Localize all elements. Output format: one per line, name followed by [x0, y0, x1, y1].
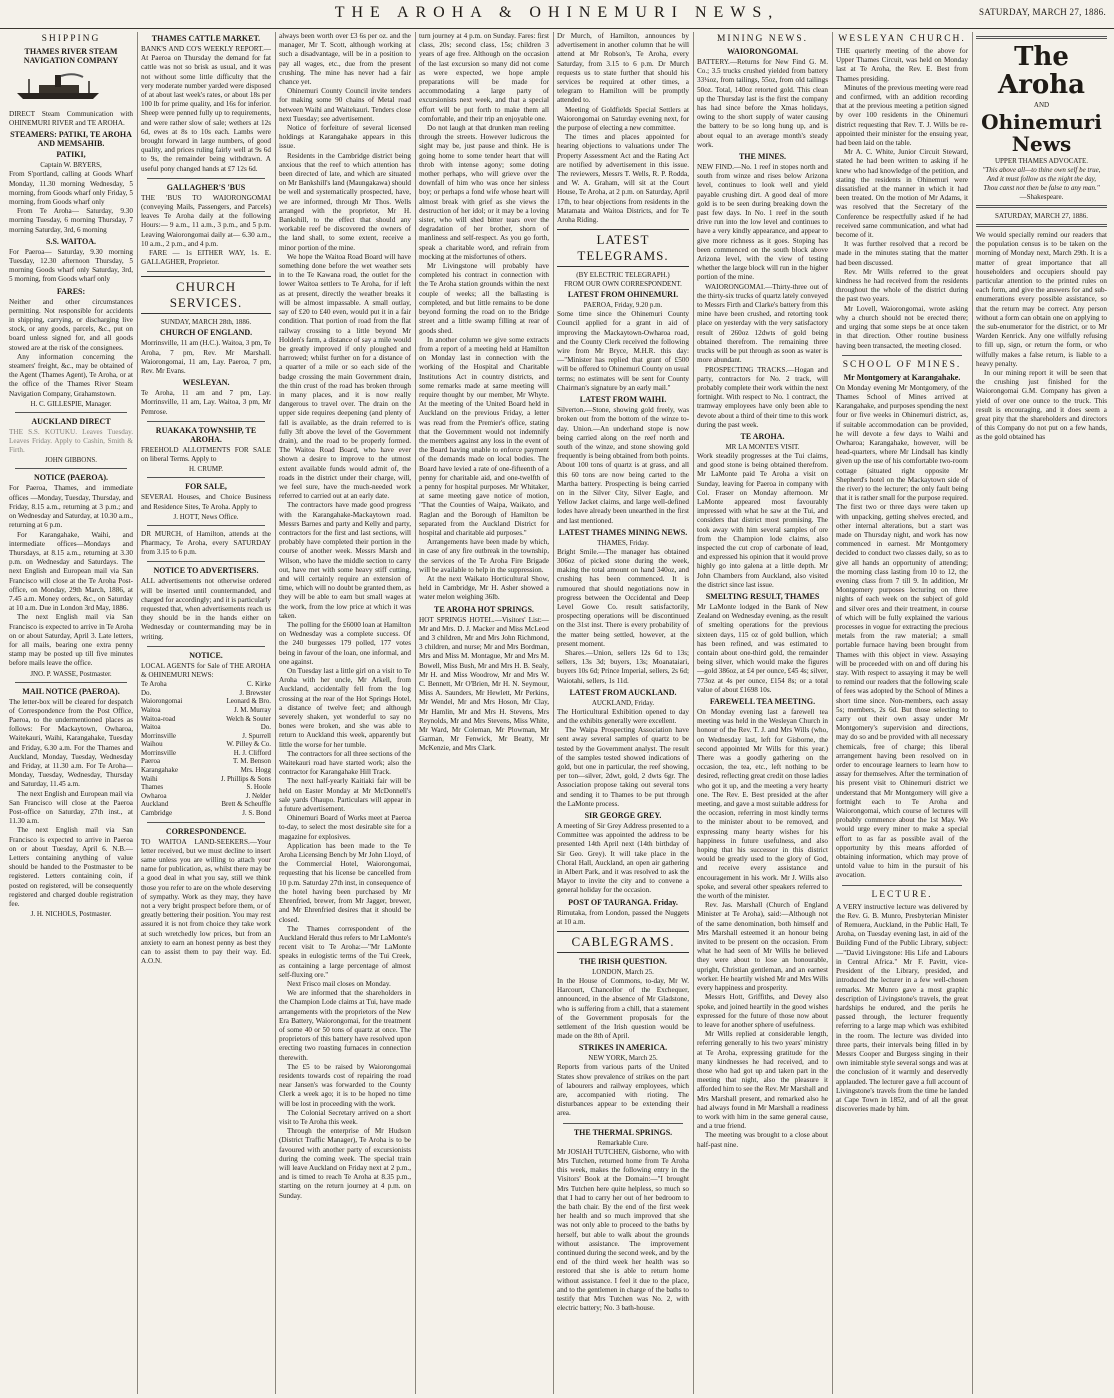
divider — [15, 682, 127, 683]
sailings-from: From S'portland, calling at Goods Wharf Monday, 11.30 morning Wednesday, 5 morning, from Goods wharf only Friday, 5 morning, from Goods wharf only — [9, 170, 133, 207]
patiki-heading: PATIKI, — [56, 150, 86, 160]
agent-place: Owharoa — [141, 791, 167, 800]
dateline: PAEROA, Friday, 9.20 p.m. — [583, 301, 663, 310]
ruakaka-ad: FREEHOLD ALLOTMENTS FOR SALE on liberal Terms. Apply to — [141, 445, 271, 464]
news-item: The next half-yearly Kaitiaki fair will be held on Easter Monday at Mr McDonnell's sale yards Ohaupo. Particulars will appear in a future advertisement. — [279, 777, 411, 814]
farewell-text: Rev. Jas. Marshall (Church of England Minister at Te Aroha), said:—Although not of the same denomination, both himself and Mrs Marshall esteemed it an honour being invited to be present on the occasion. From what he had seen of Mr Wills he believed they were about to lose an honourable, upright, Christian gentleman, and an earnest worker. He heartily wished Mr and Mrs Wills every happiness and prosperity. — [697, 901, 828, 993]
advertisers-heading: NOTICE TO ADVERTISERS. — [153, 566, 259, 576]
news-item: On Tuesday last a little girl on a visit to Te Aroha with her uncle, Mr Arkell, from Auckland, accidentally fell from the log crossing at the rear of the Hot Springs Hotel, a distance of twelve feet; and although severely shaken, yet wonderful to say no bones were broken, and she was able to return to Auckland this week, apparently but little the worse for her tumble. — [279, 667, 411, 749]
bus-fare: FARE — 1s EITHER WAY, 1s. E. GALLAGHER, Proprietor. — [141, 249, 271, 267]
news-item: Mr Livingstone will probably have completed his contract in connection with the Te Aroha station grounds within the next couple of weeks; all the ballasting is completed, and but little remains to be done beyond forming the road on to the Bridge street and a little swamp filling at rear of goods shed. — [419, 262, 549, 335]
telegram-text: Bright Smile.—The manager has obtained 306oz of picked stone during the week, making the total amount on hand 340oz, and crushing has been commenced. It is rumoured that should negotiations now in progress between the Occidental and Deep Level Gowe Co. result satisfactorily, prospecting operations will be discontinued on the 31st inst. There is every probability of the matter being settled, however, at the present moment. — [557, 547, 689, 648]
telegram-text: Silverton.—Stone, showing gold freely, was broken out from the bottom of the winze to-day. Union.—An underhand stope is now being carried along on the reef north and south of the winze, and stone showing gold frequently is being obtained from both points. About 100 tons of quartz is at grass, and all this 60 tons are now being carted to the Martha battery. Prospecting is being carried on in the Silver City, Silver Eagle, and Yellow Jacket claims, and large well-defined lodes have already been unearthed in the first and last mentioned. — [557, 406, 689, 525]
hot-springs-heading: TE AROHA HOT SPRINGS. — [434, 604, 534, 614]
editorial-text: We would specially remind our readers that the population census is to be taken on the morning of Monday next, March 29th. It is a matter of great importance that all householders and occupiers should pay particular attention to the printed rules on each form, and give the answers for and sub-enumerations every possible assistance, so that the return may be correct. Any person without a form can obtain one on applying to the sub-enumerator for the district, or to Mr Warden Kenrick. Any one wilfully refusing to fill up, sign, or return the form, or who wilfully makes a false return, is liable to a heavy penalty. — [976, 231, 1107, 368]
church-text: Rev. Mr Wills referred to the great kindness he had received from the residents throughout the whole of the district during the past two years. — [836, 267, 968, 304]
cure-text: Mr JOSIAH TUTCHEN, Gisborne, who with Mrs Tutchen, returned home from Te Aroha this week, makes the following entry in the Visitors' Book at the Domain:—"I brought Mrs Tutchen here quite helpless, so much so that I had to carry her out of her bedroom to the bath chair. By the end of the first week her health and so much improved that she was not only able to proceed to the baths by herself, but able to walk about the grounds without assistance. The improvement continued during the second week, and by the end of the third week her health was so restored that she is able to return home without assistance. I feel it due to the place, and to the gentlemen in charge of the baths to testify that Mrs Tutchen was No. 2, with electric battery; No. 3 bath-house. — [557, 1147, 689, 1313]
news-item: We are informed that the shareholders in the Champion Lode claims at Tui, have made arrangements with the proprietors of the New Era Battery, Waiorongomai, for the treatment of some 40 or 50 tons of quartz at once. The proprietors of this battery have resolved upon erecting two roasting furnaces in connection therewith. — [279, 989, 411, 1062]
news-item: Do not laugh at that drunken man reeling through the streets. However ludicrous the sight may be, just pause and think. He is going home to some tender heart that will throb with intense agony; some doting mother perhaps, who will grieve over the downfall of him who was once her sinless boy; or perhaps a fond wife whose heart will almost break with grief as she views the destruction of her idol; or it may be a loving sister, who will shed bitter tears over the degradation of her brother, shorn of manliness and self-respect. As you go forth, speak a charitable word, and refrain from mocking at the misfortunes of others. — [419, 124, 549, 261]
agent-row — [141, 783, 271, 792]
mining-text: Mr LaMonte lodged in the Bank of New Zealand on Wednesday evening, as the result of smelting operations for the previous sixteen days, 115 oz of gold bullion, which has been refined, and was estimated to contain about one-third gold, the remainder being silver, which would make the figures—gold 386oz, at £4 per ounce, £45 4s; silver, 773oz at 4s per ounce, £154 8s; or a total value of about £1698 10s. — [697, 602, 828, 694]
agent-name: J. S. Bond — [242, 809, 271, 818]
visitors-list: HOT SPRINGS HOTEL.—Visitors' List:—Mr and Mrs. D. J. Macker and Miss McLeod and 3 children, Mr and Mrs John Richmond, 3 children, and nurse; Mr and Mrs Bordman, Mrs and Miss M. Montague, Mr and Mrs M. Bowell, Miss Bush, Mr and Mrs H. B. Sealy, Mr H. and Miss Woodrow, Mr and Mrs W. C. Bennett, Mr O'Brien, Mr H. N. Seymour, Miss A. Saunders, Mr Hewlett, Mr Perkins, Mr Wendel, Mr and Mrs Hoson, Mr Clay, Mr Hamlin, Mr and Mrs H. Stevens, Mrs Reynolds, Mr and Mrs Stevens, Miss White, Mr Ward, Mr Coleman, Mr Plowman, Mr Garman, Mr Fenwick, Mr Beatty, Mr McKenzie, and Mrs Clark. — [419, 615, 549, 753]
news-item: The Thames correspondent of the Auckland Herald thus refers to Mr LaMonte's recent visit to Te Aroha:—"Mr LaMonte speaks in eulogistic terms of the Tui Creek, as containing a large percentage of almost self-fluxing ore." — [279, 924, 411, 979]
mines-heading: THE MINES. — [738, 152, 787, 162]
agent-row — [141, 715, 271, 724]
agent-name: J. Phillips & Sons — [220, 774, 271, 783]
church-of-england-times: Morrinsville, 11 am (H.C.). Waitoa, 3 pm, Te Aroha, 7 pm, Rev. Mr Marshall. Waiorongomai, 11 am, Lay. Paeroa, 7 pm, Rev. Mr Evans. — [141, 339, 271, 376]
column-editorial — [972, 32, 1110, 1394]
agent-place: Cambridge — [141, 809, 173, 818]
notice-heading: NOTICE. — [189, 650, 223, 660]
telegraph-sub: (BY ELECTRIC TELEGRAPH.) — [576, 271, 670, 280]
divider — [15, 468, 127, 469]
company-heading: THAMES RIVER STEAM NAVIGATION COMPANY — [23, 47, 119, 65]
masthead-date: SATURDAY, MARCH 27, 1886. — [978, 7, 1106, 17]
agent-place: Thames — [141, 783, 164, 792]
divider — [842, 885, 962, 886]
ohinemuri-heading: LATEST FROM OHINEMURI. — [567, 290, 679, 300]
smelting-heading: SMELTING RESULT, THAMES — [705, 591, 820, 601]
gibbons-signature: JOHN GIBBONS. — [44, 456, 98, 465]
notice-paeroa-heading: NOTICE (PAEROA). — [33, 473, 109, 483]
divider — [147, 646, 265, 647]
divider — [15, 412, 127, 413]
church-text: Mr Lovell, Waiorongomai, wrote asking why a church should not be erected there; and urging that some steps be at once taken in that direction. Other routine business having been transacted, the meeting closed. — [836, 304, 968, 350]
column-mining — [693, 32, 831, 1394]
farewell-text: Messrs Hott, Griffiths, and Devey also spoke, and joined heartily in the good wishes expressed for the future of those now about to leave for another sphere of usefulness. — [697, 993, 828, 1029]
conditions-text: Neither and other circumstances permitting. Not responsible for accidents in shipping, carrying, or discharging live stock, or any goods, parcels, &c., put on board unless signed for, and all goods stowed are at the risk of the consignees. — [9, 297, 133, 352]
telegram-text: Rimutaka, from London, passed the Nuggets at 10 a.m. — [557, 908, 689, 926]
dateline: NEW YORK, March 25. — [588, 1054, 658, 1063]
sir-george-grey-heading: SIR GEORGE GREY. — [584, 811, 662, 821]
church-text: It was further resolved that a record be made in the minutes stating that the matter had been discussed. — [836, 240, 968, 267]
agent-name: T. M. Benson — [233, 757, 271, 766]
mail-notice-3: The next English mail via San Francisco is expected to arrive in Paeroa on or about Tuesday, April 6. N.B.—Letters containing anything of value should be handed to the Postmaster to be registered. Letters containing coin, if posted on registered, will be consequently registered and charged double registration fee. — [9, 826, 133, 909]
wesleyan-church-heading: WESLEYAN CHURCH. — [838, 34, 966, 44]
manager-signature: H. C. GILLESPIE, Manager. — [30, 399, 112, 408]
agent-place: Waitoa — [141, 705, 161, 714]
agent-place: Do. — [141, 688, 152, 697]
agent-place: Waihou — [141, 740, 163, 749]
agent-name: Welch & Souter — [226, 714, 271, 723]
church-date: SUNDAY, MARCH 28th, 1886. — [160, 318, 252, 327]
dateline: THAMES, Friday. — [597, 538, 649, 547]
lamonte-visit-sub: MR LA MONTE'S VISIT. — [725, 442, 800, 451]
agent-place: Waihi — [141, 774, 158, 783]
church-text: Mr A. C. White, Junior Circuit Steward, stated he had been written to asking if he knew who had knowledge of the petition, and stating the residents in Ohinemuri were dissatisfied at the manner in which it had been treated. On the motion of Mr Adams, it was resolved that the Secretary of the Conference be respectfully asked if he had received same communication, and what had become of it. — [836, 148, 968, 240]
latest-telegrams-heading: LATEST TELEGRAMS. — [557, 229, 689, 267]
agent-name: J. Brewster — [239, 688, 271, 697]
news-item: Meeting of Goldfields Special Settlers at Waiorongomai on Saturday evening next, for the purpose of electing a new committee. — [557, 105, 689, 133]
telegram-text: The Horticultural Exhibition opened to day and the exhibits generally were excellent. — [557, 707, 689, 725]
agent-place: Morrinsville — [141, 731, 176, 740]
column-church-school — [832, 32, 971, 1394]
telegram-text: Some time since the Ohinemuri County Council applied for a grant in aid of improving the Mackaytown-Owharoa road, and the County Clerk received the following wire from Mr Bryce, M.H.R. this day:—"Minister has replied that grant of £500 will be offered to Ohinemuri County on usual terms; no estimates will be sent for County Chairman's signature by an early mail." — [557, 310, 689, 392]
mail-times-2: For Karangahake, Waihi, and intermediate offices—Mondays and Thursdays, at 8.15 a.m., returning at 3.30 p.m. on Wednesday and Saturdays. The next English and European mail via San Francisco will close at the Te Aroha Post-office, on Monday, 29th March, 1886, at 7.45 a.m. Money orders, &c., on Saturday at 10 a.m. Due in London 3rd May, 1886. — [9, 530, 133, 613]
bus-heading: GALLAGHER'S 'BUS — [166, 182, 246, 192]
news-item: We hope the Waitoa Road Board will have something done before the wet weather sets in to the Te Kawana road, the outlet for the lower Waitoa settlers to Te Aroha, for if left as at present, directly the weather breaks it will be almost impassable. A small outlay, say of £20 to £40 even, would put it in a fair condition. That portion of road from the flat railway crossing to a little beyond Mr Holden's farm, a distance of say a mile would be greatly improved if only ploughed and harrowed; whilst further on for a distance of a quarter of a mile or so each side of the badge crossing the main Government drain, the thin crust of the road has broken through in many places, and it is now really dangerous to travel over. The drain on the upper side requires deepening (and plenty of fall is available, as the drain referred to is fully 3ft above the level of the Government drain), and the road to be properly formed. The Waitoa Road Board, who have ever shown a desire to improve to the utmost extent available funds would admit of, the roads in the district under their charge, will, we feel sure, have the much-needed work referred to carried out at an early date. — [279, 252, 411, 501]
for-sale-ad: SEVERAL Houses, and Choice Business and Residence Sites, Te Aroha. Apply to — [141, 493, 271, 511]
news-item: The polling for the £6000 loan at Hamilton on Wednesday was a complete success. Of the 240 burgesses 179 polled, 177 votes being in favour of the loan, one informal, and one against. — [279, 621, 411, 666]
cablegrams-heading: CABLEGRAMS. — [557, 931, 689, 953]
agent-name: Brett & Scheuffle — [221, 800, 271, 809]
shipping-heading: SHIPPING — [41, 34, 101, 44]
news-item: Ohinemuri County Council invite tenders for making some 90 chains of Metal road between Waihi and Waitekauri. Tenders close next Tuesday; see advertisement. — [279, 87, 411, 123]
divider — [147, 525, 265, 526]
telegram-text: Shares.—Union, sellers 12s 6d to 13s; sellers, 13s 3d; buyers, 13s; Moanataiari, buyers 10s 6d; Prince Imperial, sellers, 2s 6d; Waiotahi, sellers, 1s 11d. — [557, 648, 689, 685]
mail-times-1: For Paeroa, Thames, and immediate offices —Monday, Tuesday, Thursday, and Friday, 8.15 a.m., returning at 3 p.m.; and on Wednesday and Saturday, at 10.30 a.m., returning at 6 p.m. — [9, 484, 133, 530]
agent-row — [141, 680, 271, 689]
news-item: Application has been made to the Te Aroha Licensing Bench by Mr John Lloyd, of the Commercial Hotel, Waiorongomai, requesting that his license be cancelled from 10 p.m. Saturday 27th inst, in consequence of the hotel having been purchased by Mr Ehrenfried, brewer, from Mr Jagger, brewer, and Mr Ehrenfried desires that it should be closed. — [279, 841, 411, 924]
farewell-text: The meeting was brought to a close about half-past nine. — [697, 1131, 828, 1149]
fares-heading: FARES: — [56, 286, 86, 296]
columns — [6, 32, 1110, 1394]
column-adverts — [137, 32, 274, 1394]
correspondence-letter: TO WAITOA LAND-SEEKERS.—Your letter received, but we must decline to insert same unless you are willing to attach your name for publication, as, whilst there may be a good deal in what you say, still we think those you refer to are on the whole deserving of sympathy. Work as they may, they have not a very bright prospect before them, or of greatly bettering their position. You may rest assured it is not from choice they take work at such wretchedly low prices, but from an anxiety to earn an honest penny as best they can to assist them to pay their way. Ed. A.O.N. — [141, 837, 271, 966]
nichols-signature: J. H. NICHOLS, Postmaster. — [30, 910, 112, 919]
agent-name: W. Pilley & Co. — [226, 740, 271, 749]
news-item: turn journey at 4 p.m. on Sunday. Fares: first class, 20s; second class, 15s; children 3 years of age free. Although on the occasion of the last excursion so many did not come as were expected, we hope ample preparations will be made for accommodating a large party of excursionists next week, and that a special effort will be put forth to make them all comfortable, and their trip an enjoyable one. — [419, 32, 549, 123]
school-text: On Monday evening Mr Montgomery, of the Thames School of Mines arrived at Karangahake, and purposes spending the next four or five weeks in Ohinemuri district, as, if suitable accommodation can be provided, he will devote a few days to Waihi and Owharoa; Karangahake, however, will be head-quarters, where Mr Lindsall has kindly given up the use of his comfortable two-room cottage (situated right opposite Mr Shepherd's hotel on the Mackaytown side of the river) to the lecturer; the only fault being that it is rather small for the purpose required. The first two or three days were taken up with unpacking, getting shelves erected, and other internal alterations, but a start was made on Thursday night, and work has now commenced in earnest. Mr Montgomery decided to conduct two classes daily, so as to give all hands an opportunity of attending; the morning class lasting from 10 to 12, the evening class from 7 till 9. In addition, Mr Montgomery purposes lecturing on three nights of each week on the subject of gold and silver ores and their treatment, in course of which will be fully explained the various processes in vogue for extracting the precious metals from the raw material; a small portable furnace having been brought from Thames with this object in view. Assaying will be proceeded with on and off during his stay. With respect to assaying it may be well to remind our readers that the following scale of fees was adopted by the School of Mines a short time since. Non-members, each assay 5s; members, 2s 6d. But those selecting to carry out their own assay under Mr Montgomery's supervision and directions, may do so and be provided with all necessary chemicals, free of charge; this liberal arrangement having been resolved on in order to encourage learners to learn how to assay for themselves. After the termination of his present visit to Ohinemuri district we understand that Mr Montgomery will give a fortnight each to Te Aroha and Waiorongomai, which course of lectures will probably commence about the 1st May. We would urge every miner to make a special effort to as far as possible avail of the opportunity by this means afforded of obtaining information, which may prove of untold value to him in the pursuit of his avocation. — [836, 383, 968, 880]
editorial-text: In our mining report it will be seen that the crushing just finished for the Waiorongomai G.M. Company has given a yield of over one ounce to the truck. This result is encouraging, and it does seem a great pity that the shareholders and directors of this Company do not put on a few hands, as the gold obtained has — [976, 369, 1107, 442]
agent-row — [141, 723, 271, 732]
agent-row — [141, 732, 271, 741]
divider — [842, 355, 962, 356]
divider — [147, 822, 265, 823]
mail-notice-heading: MAIL NOTICE (PAEROA). — [22, 686, 120, 696]
divider — [147, 477, 265, 478]
montgomery-heading: Mr Montgomery at Karangahake. — [843, 372, 961, 382]
sailings-te-aroha: From Te Aroha— Saturday, 9.30 morning Tuesday, 6 morning Thursday, 7 morning Saturday, 3rd, 6 morning — [9, 207, 133, 234]
motto-line: Thou canst not then be false to any man." — [983, 184, 1100, 192]
for-sale-heading: FOR SALE, — [185, 482, 227, 492]
mining-text: WAIORONGOMAI.—Thirty-three out of the thirty-six trucks of quartz lately conveyed to Messrs Firth and Clarke's battery from this mine have been crushed, and retorting took place on yesterday with the very satisfactory result of 260oz 12dwts of gold being obtained therefrom. The remaining three trucks will be put through as soon as water is more abundant. — [697, 282, 828, 365]
irish-question-heading: THE IRISH QUESTION. — [579, 957, 667, 967]
news-item: In another column we give some extracts from a report of a meeting held at Hamilton on Monday last in connection with the working of the Hospital and Charitable Institutions Act in country districts, and some remarks made at same meeting will require thought by our member, Mr Whyte. At the meeting of the United Board held in Auckland on the previous Friday, a letter was read from the Premier's office, stating that the Government would not indemnify the members against any loss in the event of the Board having unable to enforce payment of the demands made on local bodies. The Board have levied a rate of one-fifteenth of a penny for charitable aid, and one-twelfth of a penny for hospital purposes. Mr Whitaker, at same meeting gave notice of motion, "That the Counties of Waipa, Waikato, and Raglan and the Borough of Hamilton be separated from the Auckland District for hospital and charitable aid purposes." — [419, 335, 549, 537]
crump-signature: H. CRUMP. — [188, 465, 224, 474]
company-desc: DIRECT Steam Communication with OHINEMURI RIVER and TE AROHA. — [9, 110, 133, 128]
te-aroha-heading: TE AROHA. — [740, 431, 785, 441]
column-news-1 — [275, 32, 414, 1394]
postmaster-signature: JNO. P. WASSE, Postmaster. — [30, 669, 112, 678]
cattle-market-report: BANK'S AND CO'S WEEKLY REPORT.—At Paeroa on Thursday the demand for fat cattle was not so brisk as usual, and it was not without some little difficulty that the very moderate number yarded were disposed of at about last week's rates, or about 18s per 100 lb for prime quality, and 16s for inferior. Sheep were penned fully up to requirements, and were rather slow of sale; wethers at 12s 6d, ewes at 8s to 10s each. Lambs were brought forward in large numbers, of good quality, and prices ruling fairly well at 9s 6d to 9s, the remainder being withdrawn. A useful pony changed hands at £7 12s 6d. — [141, 45, 271, 173]
agent-name: J. M. Murray — [234, 705, 271, 714]
news-item: always been worth over £3 6s per oz. and the manager, Mr T. Scott, although working at such a disadvantage, will be in a position to pay all wages, etc., due from the present crushing. The mine has never had a fair chance yet. — [279, 32, 411, 87]
agent-place: Auckland — [141, 800, 169, 809]
advertisers-notice: ALL advertisements not otherwise ordered will be inserted until countermanded, and charged for accordingly; and it is particularly requested that, when advertisements reach us they should be in the hands either on Wednesday or countermanding may be in writing. — [141, 577, 271, 641]
news-item: Ohinemuri Board of Works meet at Paeroa to-day, to select the most desirable site for a magazine for explosives. — [279, 814, 411, 841]
nameplate-aroha: The Aroha — [998, 42, 1085, 100]
mail-notice-2: The next English and European mail via San Francisco will close at the Paeroa Post-office on Saturday, 27th inst., at 11.30 a.m. — [9, 789, 133, 826]
telegram-text: A meeting of Sir Grey Address presented to a Committee was appointed the address to be presented 14th April next (14th birthday of Sir Geo. Grey). It will take place in the Choral Hall, Auckland, an open air gathering in Albert Park, and it was resolved to ask the Mayor to invite the city and to convene a general holiday for the occasion. — [557, 822, 689, 895]
dateline: AUCKLAND, Friday. — [591, 698, 655, 707]
column-news-2 — [415, 32, 552, 1394]
waitoa-heading: S.S. WAITOA. — [46, 236, 96, 246]
agent-row — [141, 775, 271, 784]
agent-row — [141, 706, 271, 715]
news-item: At the next Waikato Horticultural Show, held in Cambridge, Mr H. Asher showed a water melon weighing 36lb. — [419, 574, 549, 602]
strikes-heading: STRIKES IN AMERICA. — [578, 1043, 668, 1053]
news-item: Through the enterprise of Mr Hudson (District Traffic Manager), Te Aroha is to be favoured with another party of excursionists during the coming week. The special train will leave Auckland on Friday next at 2 p.m., and is timed to reach Te Aroha at 8.35 p.m., starting on the return journey at 4 p.m. on Sunday. — [279, 1127, 411, 1200]
column-telegrams — [553, 32, 692, 1394]
correspondence-heading: CORRESPONDENCE. — [165, 826, 247, 836]
motto-line: "This above all—to thine own self be true, — [982, 166, 1101, 174]
church-of-england-heading: CHURCH OF ENGLAND. — [159, 328, 253, 338]
masthead-title: THE AROHA & OHINEMURI NEWS, — [334, 4, 780, 21]
auckland-heading: LATEST FROM AUCKLAND. — [569, 687, 677, 697]
agent-place: Te Aroha — [141, 680, 167, 689]
agent-place: Karangahake — [141, 766, 178, 775]
editorial-date: SATURDAY, MARCH 27, 1886. — [995, 212, 1088, 220]
agent-row — [141, 809, 271, 818]
mining-text: PROSPECTING TRACKS.—Hogan and party, contractors for No. 2 track, will probably complete their work within the next fortnight. With respect to No. 1 contract, the tramway employees have only been able to devote about a third of their time to this work during the past week. — [697, 365, 828, 429]
news-item: The Colonial Secretary arrived on a short visit to Te Aroha this week. — [279, 1108, 411, 1126]
motto-line: And it must follow as the night the day, — [986, 175, 1097, 183]
thermal-springs-heading: THE THERMAL SPRINGS. — [573, 1127, 673, 1137]
news-item: Notice of forfeiture of several licensed holdings at Karangahake appears in this issue. — [279, 124, 411, 151]
news-item: Arrangements have been made by which, in case of any fire outbreak in the township, the services of the Te Aroha Fire Brigade will be available to help in the suppression. — [419, 538, 549, 574]
news-item: The contractors for all three sections of the Waitekauri road have started work; also the contractor for Karangahake Hill Track. — [279, 749, 411, 777]
wesleyan-heading: WESLEYAN. — [182, 378, 230, 388]
kotuku-ad: THE S.S. KOTUKU. Leaves Tuesday. Leaves Friday. Apply to Cashin, Smith & Firth. — [9, 427, 133, 455]
divider — [976, 224, 1107, 227]
agent-place: Waiorongomai — [141, 697, 183, 706]
lecture-text: A VERY instructive lecture was delivered by the Rev. G. B. Munro, Presbyterian Minister of Remuera, Auckland, in the Public Hall, Te Aroha, on Tuesday evening last, in aid of the Building Fund of the Public Library, subject:—"David Livingstone: His Life and Labours in Central Africa." Mr F. Pavitt, vice-President of the Library, presided, and introduced the lecturer in a few well-chosen remarks. Mr Munro gave a most graphic description of Livingstone's travels, the great hardships he endured, and the perils he passed through, the lecturer frequently referring to a large map which was exhibited in the room. The lecture was divided into three parts, their intervals being filled in by Messrs Cooper and Burgess singing in their own inimitable style several songs and was at the conclusion of it warmly and deservedly applauded. The lecturer gave a full account of Livingstone's travels from the time he landed at Cape Town in 1852, and of all the great discoveries made by him. — [836, 902, 968, 1114]
agent-name: J. Nelder — [245, 791, 271, 800]
waihi-heading: LATEST FROM WAIHI. — [579, 395, 667, 405]
mining-news-heading: MINING NEWS. — [716, 34, 809, 44]
farewell-text: Mr Wills replied at considerable length, referring generally to his two years' ministry at Te Aroha, expressing gratitude for the many kindnesses he had received, and to those who had got up and taken part in the meeting that night, also the pleasure it afforded him to see the Rev. Mr Marshall and Mrs Marshall present, and remarked also he had always found in Mr Marshall a readiness to work with him in the same general cause, and a true friend. — [697, 1030, 828, 1131]
news-item: Next Frisco mail closes on Monday. — [287, 979, 391, 988]
farewell-heading: FAREWELL TEA MEETING. — [709, 697, 816, 706]
masthead — [0, 0, 1114, 29]
agent-place: Waitoa — [141, 723, 161, 732]
agent-row — [141, 766, 271, 775]
mining-text: NEW FIND.—No. 1 reef in stopes north and south from winze and rises below Arizona level, continues to look well and yield payable crushing dirt. A good deal of more gold is to be seen during breaking down the past few days. In No. 1 reef in the south drive run into the low level and continues to have a very kindly appearance, and appear to give more richness as it goes. Stoping has been commenced on the south block above Arizona level, with the view of testing whether the large block will run in the higher portion of the mine. — [697, 163, 828, 282]
divider — [147, 178, 265, 179]
news-item: Residents in the Cambridge district being anxious that the reef to which attention has been directed of late, and which are situated on Mr Bankshill's land (Maungakawa) should be well and systematically prospected, have, we are informed, through Mr Thos. Wells arranged with the proprietor, Mr H. Bankshill, to the effect that should any workable reef be discovered the owners of the land shall, to some extent, receive a minor portion of the mine. — [279, 151, 411, 252]
wesleyan-times: Te Aroha, 11 am and 7 pm, Lay. Morrinsville, 11 am, Lay. Waitoa, 3 pm, Mr Pemrose. — [141, 389, 271, 416]
motto-source: —Shakespeare. — [1019, 193, 1064, 201]
nameplate-ohinemuri: Ohinemuri News — [981, 110, 1102, 156]
cable-text: In the House of Commons, to-day, Mr W. Harcourt, Chancellor of the Exchequer, announced, in the absence of Mr Gladstone, who is suffering from a chill, that a statement of the Government proposals for the settlement of the Irish question would be made on the 8th of April. — [557, 977, 689, 1041]
nameplate-and: AND — [1033, 101, 1050, 109]
agent-name: H. J. Clifford — [233, 748, 271, 757]
agent-name: C. Kirke — [246, 680, 271, 689]
lecture-heading: LECTURE. — [871, 889, 933, 900]
divider — [563, 1123, 683, 1124]
freight-info: Any information concerning the steamers' freight, &c., may be obtained of the Agent (Thames Agent), Te Aroha, or at the office of the Thames River Steam Navigation Company, Grahamstown. — [9, 352, 133, 398]
agent-row — [141, 792, 271, 801]
thames-mining-heading: LATEST THAMES MINING NEWS. — [558, 527, 688, 537]
agent-name: Leonard & Bro. — [226, 697, 271, 706]
news-item: The times and places appointed for hearing objections to valuations under The Property Assessment Act and the Rating Act are notified by advertisement in this issue. The reviewers, Messrs T. Wells, R. P. Rodda, and W. A. Graham, will sit at the Court House, Te Aroha, at 2 p.m. on Saturday, April 17th, to hear objections from residents in the Matamata and Waitoa Districts, and for Te Aroha Riding. — [557, 133, 689, 225]
sailings-paeroa: For Paeroa— Saturday, 9.30 morning Tuesday, 12.30 afternoon Thursday, 5 morning Goods wharf only Saturday, 3rd, 5 morning, from Goods wharf only — [9, 247, 133, 284]
patiki-captain: Captain W. BRYERS, — [40, 161, 102, 170]
hott-signature: J. HOTT, News Office. — [173, 512, 239, 521]
news-item: The £5 to be raised by Waiorongomai residents towards cost of repairing the road near Jansen's was forwarded to the County Clerk a week ago; it is to be hoped no time will be lost in proceeding with the work. — [279, 1062, 411, 1108]
church-services-heading: CHURCH SERVICES. — [141, 276, 271, 314]
agent-row — [141, 689, 271, 698]
agent-name: Do. — [260, 723, 271, 732]
farewell-text: On Monday evening last a farewell tea meeting was held in the Wesleyan Church in honour of the Rev. T. J. and Mrs Wills (who, on Wednesday last, left for Gisborne, the second appointed Mr Wills for this year.) There was a goodly gathering on the occasion, the tea, etc., left nothing to be desired, reflecting great credit on those ladies who got it up, and the meeting a very hearty one. The Rev. E. Best presided at the after meeting, and gave a most suitable address for the occasion, referring in most kindly terms to the minister about to be removed, and expressing many hearty wishes for his happiness in future usefulness, and also hoping that his successor in this district would be greatly used to the glory of God, and receive every assistance and encouragement in his work. Mr J. Wills also spoke, and several other speakers referred to the worth of the minister. — [697, 708, 828, 901]
agent-name: J. Spurrell — [242, 731, 271, 740]
advocate-line: UPPER THAMES ADVOCATE. — [994, 157, 1089, 165]
auckland-direct-heading: AUCKLAND DIRECT — [31, 416, 111, 426]
bus-times: THE 'BUS TO WAIORONGOMAI (conveying Mails, Passengers, and Parcels) leaves Te Aroha daily at the following Hours:— 9 a.m., 11 a.m., 3 p.m., and 5 p.m. Leaving Waiorongomai daily at— 6.30 a.m., 10 a.m., 2 p.m., and 4 p.m. — [141, 193, 271, 248]
cable-text: Reports from various parts of the United States show prevalence of strikes on the part of labourers and railway employees, which are, accompanied with rioting. The disturbances appear to be extending their area. — [557, 1063, 689, 1118]
agent-place: Paeroa — [141, 757, 161, 766]
remarkable-cure-sub: Remarkable Cure. — [597, 1138, 649, 1147]
tauranga-heading: POST OF TAURANGA. Friday. — [568, 897, 678, 907]
divider — [147, 271, 265, 272]
mining-text: BATTERY.—Returns for New Find G. M. Co.; 3.5 trucks crushed yielded from battery 33¼oz, from tailings, 55oz, from old tailings 50oz. Total, 140oz retorted gold. This clean up the Thursday last is the first the company has had since before the Xmas holidays, owing to the short supply of water causing the battery to be so long hung up, and is about equal to an average month's steady work. — [697, 58, 828, 149]
agents-intro: LOCAL AGENTS for Sale of THE AROHA & OHINEMURI NEWS: — [141, 661, 271, 679]
church-text: THE quarterly meeting of the above for Upper Thames Circuit, was held on Monday last at Te Aroha, the Rev. E. Best from Thames presiding. — [836, 47, 968, 83]
telegram-text: The Waipa Prospecting Association have sent away several samples of quartz to be tested by the Government analyst. The result of the samples tested showed indications of gold, but one in particular, the reef showing, per ton—silver, 2dwt, gold, 2 dwts 6gr. The Association propose taking out several tons and sending it to Thames to be put through the LaMonte process. — [557, 726, 689, 808]
waiorongomai-heading: WAIORONGOMAI. — [727, 47, 798, 56]
agent-row — [141, 740, 271, 749]
agent-name: Mrs. Hogg — [240, 766, 271, 775]
school-of-mines-heading: SCHOOL OF MINES. — [842, 359, 962, 370]
correspondent-sub: FROM OUR OWN CORRESPONDENT. — [564, 280, 682, 289]
ruakaka-heading: RUAKAKA TOWNSHIP, TE AROHA. — [155, 425, 257, 444]
agents-list — [141, 680, 271, 818]
agent-row — [141, 757, 271, 766]
agent-row — [141, 697, 271, 706]
divider — [147, 421, 265, 422]
steamers-heading: STEAMERS: PATIKI, TE AROHA AND MEMSAHIB. — [10, 130, 132, 149]
cattle-market-heading: THAMES CATTLE MARKET. — [151, 34, 261, 43]
agent-place: Waitoa-road — [141, 714, 176, 723]
divider — [976, 36, 1107, 39]
agent-row — [141, 749, 271, 758]
agent-name: S. Hoole — [246, 783, 271, 792]
agent-place: Morrinsville — [141, 748, 176, 757]
agent-row — [141, 800, 271, 809]
column-shipping — [6, 32, 136, 1394]
news-item: Dr Murch, of Hamilton, announces by advertisement in another column that he will attend at Mr Robson's, Te Aroha, every Saturday, from 3.15 to 6 p.m. Dr Murch requests us to state further that should his services be required at other times, a telegram to Hamilton will be promptly attended to. — [557, 32, 689, 105]
divider — [147, 561, 265, 562]
mail-notice-1: The letter-box will be cleared for despatch of Correspondence from the Post Office, Paeroa, to the undermentioned places as follows: For Mackaytown, Owharoa, Waitekauri, Waihi, Karangahake, Tuesday and Friday, 6.30 a.m. For the Thames and Auckland, Monday, Tuesday, Wednesday and Friday, at 11.30 a.m. For Te Aroha—Monday, Tuesday, Wednesday, Thursday and Saturday, 11.45 a.m. — [9, 697, 133, 789]
dateline: LONDON, March 25. — [592, 968, 654, 977]
news-item: The contractors have made good progress with the Karangahake-Mackaytown road. Messrs Barnes and party and Kelly and party, contractors for the first and last sections, will probably have completed their portion in the course of another week. Messrs Marsh and Wilson, who have the middle section to carry out, have met with some heavy stiff cutting, and will certainly require an extension of time, which will no doubt be granted them, as they will be able to earn but small wages at the work, from the low price at which it was taken. — [279, 501, 411, 620]
divider — [976, 205, 1107, 208]
mining-text: Work steadily progresses at the Tui claims, and good stone is being obtained therefrom. Mr LaMonte paid Te Aroha a visit on Sunday, leaving for Paeroa in company with Col. Fraser on Monday afternoon. Mr LaMonte appeared most favourably impressed with what he saw at the Tui, and considers that district most promising. The took away with him several samples of ore from the Champion lode claims, also inspected the cut crop of carbonate of lead, and expressed his opinion that it would prove highly go into galena at a little depth. Mr John Chambers from Auckland, also visited the district since last issue. — [697, 451, 828, 589]
church-text: Minutes of the previous meeting were read and confirmed, with an addition recording that at the previous meeting a petition signed by over 100 residents in the Ohinemuri district requesting that Rev. T. J. Wills be re-appointed their minister for the ensuing year, had been laid on the table. — [836, 83, 968, 148]
dr-murch-ad: DR MURCH, of Hamilton, attends at the Pharmacy, Te Aroha, every SATURDAY from 3.15 to 6 p.m. — [141, 529, 271, 557]
steamer-illustration — [9, 71, 109, 101]
mail-times-3: The next English mail via San Francisco is expected to arrive in Te Aroha on or about Saturday, April 3. Late letters, for all mails, bearing one extra penny stamp may be posted up till five minutes before mails leave the office. — [9, 613, 133, 668]
